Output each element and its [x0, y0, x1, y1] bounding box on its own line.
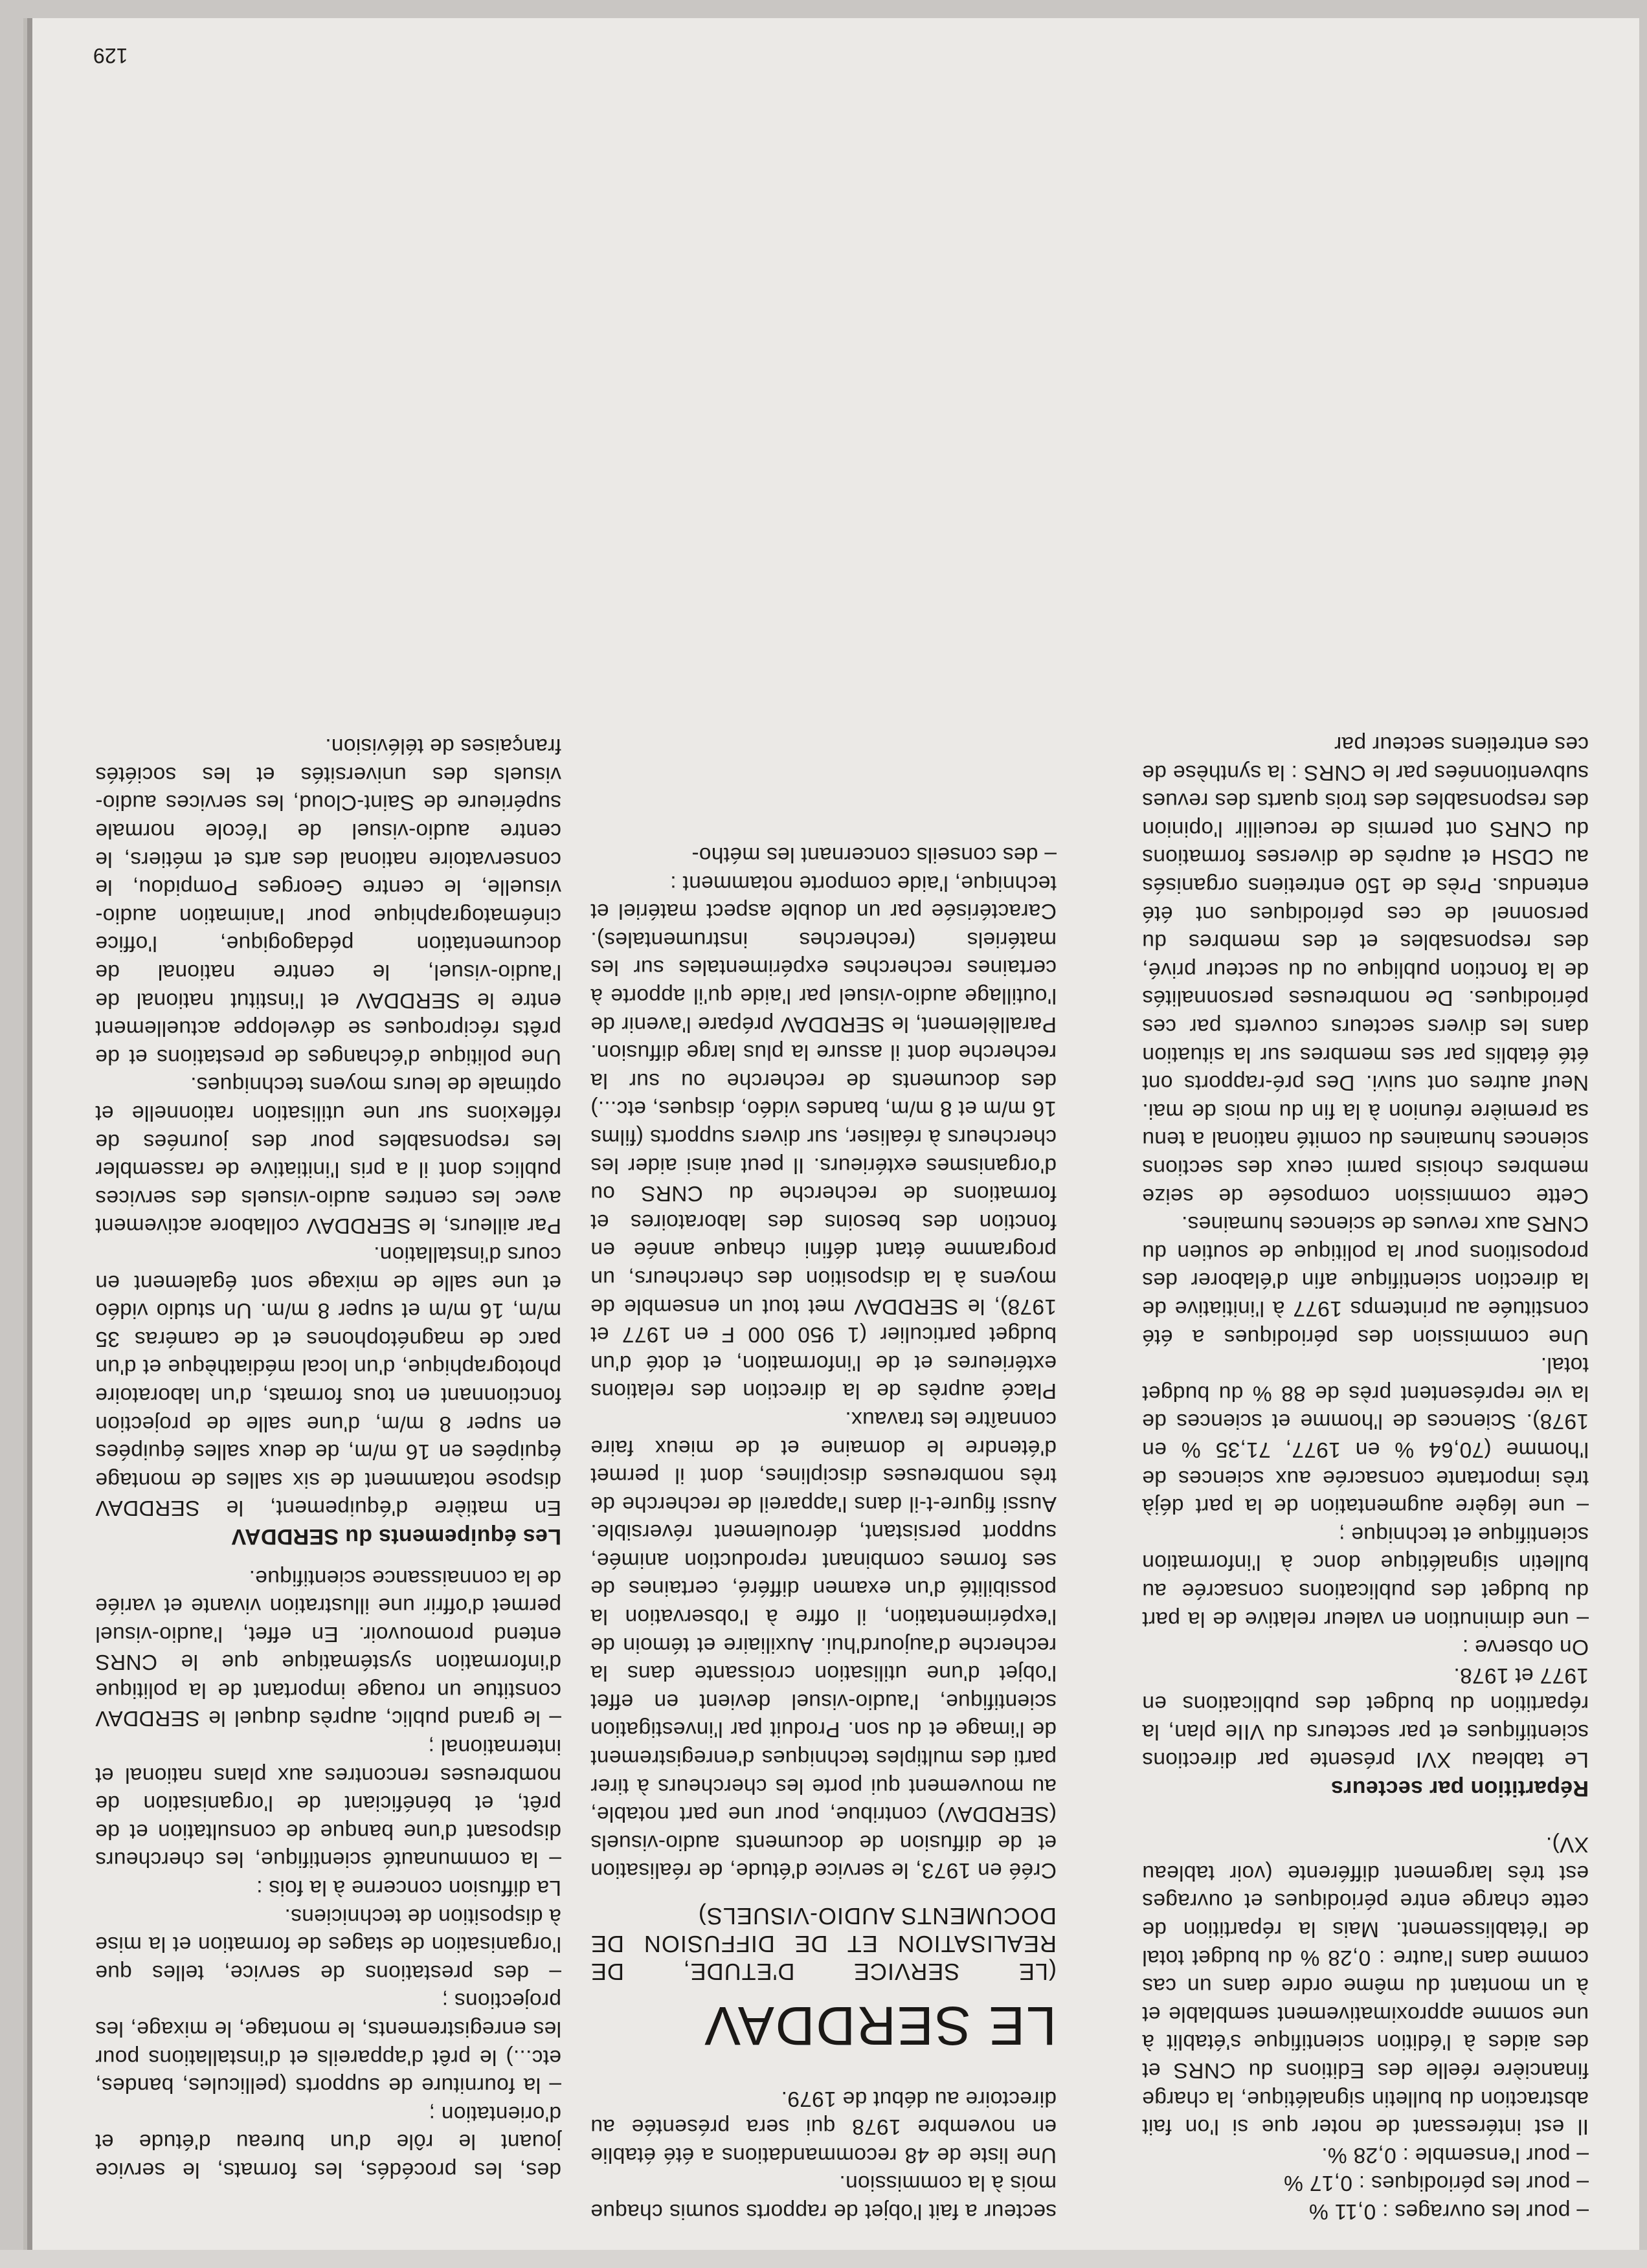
paragraph: Une liste de 48 recommandations a été établie en novembre 1978 qui sera présentée au directoire au début de 1979. [590, 2086, 1057, 2167]
list-item: – pour les ouvrages : 0,11 % [1308, 2199, 1589, 2223]
paragraph: Une commission des périodiques a été constituée au printemps 1977 à l'initiative de la direction scientifique afin d'élaborer des propositions pour la politique de soutien du CNRS aux revues de sciences humaines. [1142, 1212, 1589, 1349]
paragraph: – des conseils concernant les métho- [691, 843, 1057, 867]
left-text-column [1142, 730, 1589, 2225]
paragraph: Placé auprès de la direction des relations extérieures et de l'information, et doté d'un budget particulier (1 950 000 F en 1977 et 1978), le SERDDAV met tout un ensemble de moyens à la disposition des chercheurs, un programme étant défini chaque année en fonction des besoins des laboratoires et formations de recherche du CNRS ou d'organismes extérieurs. Il peut ainsi aider les chercheurs à réaliser, sur divers supports (films 16 m/m et 8 m/m, bandes vidéo, disques, etc...) des documents de recherche ou sur la recherche dont il assure la plus large diffusion. Parallèlement, le SERDDAV prépare l'avenir de l'outillage audio-visuel par l'aide qu'il apporte à certaines recherches expérimentales sur les matériels (recherches instrumentales). Caractérisée par un double aspect matériel et technique, l'aide comporte notamment : [590, 871, 1057, 1403]
paragraph: On observe : [1462, 1635, 1589, 1660]
paragraph: des, les procédés, les formats, le service jouant le rôle d'un bureau d'étude et d'orientation ; [95, 2101, 561, 2182]
paragraph: La diffusion concerne à la fois : [256, 1876, 561, 1900]
paragraph: Cette commission composée de seize membres choisis parmi ceux des sections sciences humaines du comité national a tenu sa première réunion à la fin du mois de mai. Neuf autres ont suivi. Des pré-rapports ont été établis par ses membres sur la situation dans les divers secteurs couverts par ces périodiques. De nombreuses personnalités de la fonction publique ou du secteur privé, des responsables et des membres du personnel de ces périodiques ont été entendus. Près de 150 entretiens organisés au CDSH et auprès de diverses formations du CNRS ont permis de recueillir l'opinion des responsables des trois quarts des revues subventionnées par le CNRS : la synthèse de ces entretiens secteur par [1142, 732, 1589, 1208]
middle-text-column [590, 840, 1057, 2225]
right-text-column [95, 732, 561, 2184]
section-heading: Répartition par secteurs [1330, 1776, 1589, 1801]
section-title-block [590, 1902, 1057, 2056]
paragraph: – une légère augmentation de la part déjà très importante consacrée aux sciences de l'homme (70,64 % en 1977, 71,35 % en 1978). Sciences de l'homme et sciences de la vie représentent près de 88 % du budget total. [1142, 1353, 1589, 1518]
section-title: LE SERDDAV [703, 1996, 1057, 2057]
paragraph: Par ailleurs, le SERDDAV collabore activement avec les centres audio-visuels des services publics dont il a pris l'initiative de rassembler les responsables pour des journées de réflexions sur une utilisation rationnelle et optimale de leurs moyens techniques. [95, 1073, 561, 1238]
paragraph: Le tableau XVI présente par directions scientifiques et par secteurs du VIIe plan, la répartition du budget des publications en 1977 et 1978. [1142, 1663, 1589, 1772]
scan-bottom-edge [0, 2250, 1647, 2268]
page-number: 129 [93, 44, 128, 67]
paragraph: Il est intéressant de noter que si l'on fait abstraction du bulletin signalétique, la charge financière réelle des Editions du CNRS et des aides à l'édition scientifique s'établit à une somme approximativement semblable et à un montant du même ordre dans un cas comme dans l'autre : 0,28 % du budget total de l'établissement. Mais la répartition de cette charge entre périodiques et ouvrages est très largement différente (voir tableau XV). [1142, 1832, 1589, 2139]
section-heading: Les équipements du SERDDAV [231, 1524, 561, 1549]
paragraph: En matière d'équipement, le SERDDAV dispose notamment de six salles de montage équipées en 16 m/m, de deux salles équipées en super 8 m/m, d'une salle de projection fonctionnant en tous formats, d'un laboratoire photographique, d'un local médiathèque et d'un parc de magnétophones et de caméras 35 m/m, 16 m/m et super 8 m/m. Un studio vidéo et une salle de mixage sont également en cours d'installation. [95, 1242, 561, 1520]
paper-sheet [32, 18, 1639, 2268]
paragraph: – la communauté scientifique, les chercheurs disposant d'une banque de consultation et de prêt, et bénéficiant de l'organisation de nombreuses rencontres aux plans national et international ; [95, 1735, 561, 1872]
paragraph: – une diminution en valeur relative de la part du budget des publications consacrée au bulletin signalétique donc à l'information scientifique et technique ; [1142, 1522, 1589, 1631]
paragraph: Une politique d'échanges de prestations et de prêts réciproques se développe actuellement entre le SERDDAV et l'institut national de l'audio-visuel, le centre national de documentation pédagogique, l'office cinématographique pour l'animation audio-visuelle, le centre Georges Pompidou, le conservatoire national des arts et métiers, le centre audio-visuel de l'école normale supérieure de Saint-Cloud, les services audio-visuels des universités et les sociétés françaises de télévision. [95, 734, 561, 1069]
paragraph: – la fourniture de supports (pellicules, bandes, etc...) le prêt d'appareils et d'installations pour les enregistrements, le montage, le mixage, les projections ; [95, 1988, 561, 2098]
paragraph: secteur a fait l'objet de rapports soumis chaque mois à la commission. [590, 2171, 1057, 2223]
paragraph: – le grand public, auprès duquel le SERDDAV constitue un rouage important de la politique d'information systématique que le CNRS entend promouvoir. En effet, l'audio-visuel permet d'offrir une illustration vivante et variée de la connaissance scientifique. [95, 1565, 561, 1731]
section-subtitle: (LE SERVICE D'ETUDE, DE REALISATION ET DE DIFFUSION DE DOCUMENTS AUDIO-VISUELS) [590, 1903, 1057, 1986]
paragraph: Créé en 1973, le service d'étude, de réalisation et de diffusion de documents audio-visuels (SERDDAV) contribue, pour une part notable, au mouvement qui porte les chercheurs à tirer parti des multiples techniques d'enregistrement de l'image et du son. Produit par l'investigation scientifique, l'audio-visuel devient en effet l'objet d'une utilisation croissante dans la recherche d'aujourd'hui. Auxiliaire et témoin de l'expérimentation, il offre à l'observation la possibilité d'un examen différé, certaines de ses formes combinant reproduction animée, support persistant, déroulement réversible. Aussi figure-t-il dans l'appareil de recherche de très nombreuses disciplines, dont il permet d'étendre le domaine et de mieux faire connaître les travaux. [590, 1406, 1057, 1883]
list-item: – pour l'ensemble : 0,28 %. [1321, 2142, 1589, 2167]
paragraph: – des prestations de service, telles que l'organisation de stages de formation et la mise à disposition de techniciens. [95, 1904, 561, 1984]
list-item: – pour les périodiques : 0,17 % [1283, 2171, 1589, 2196]
